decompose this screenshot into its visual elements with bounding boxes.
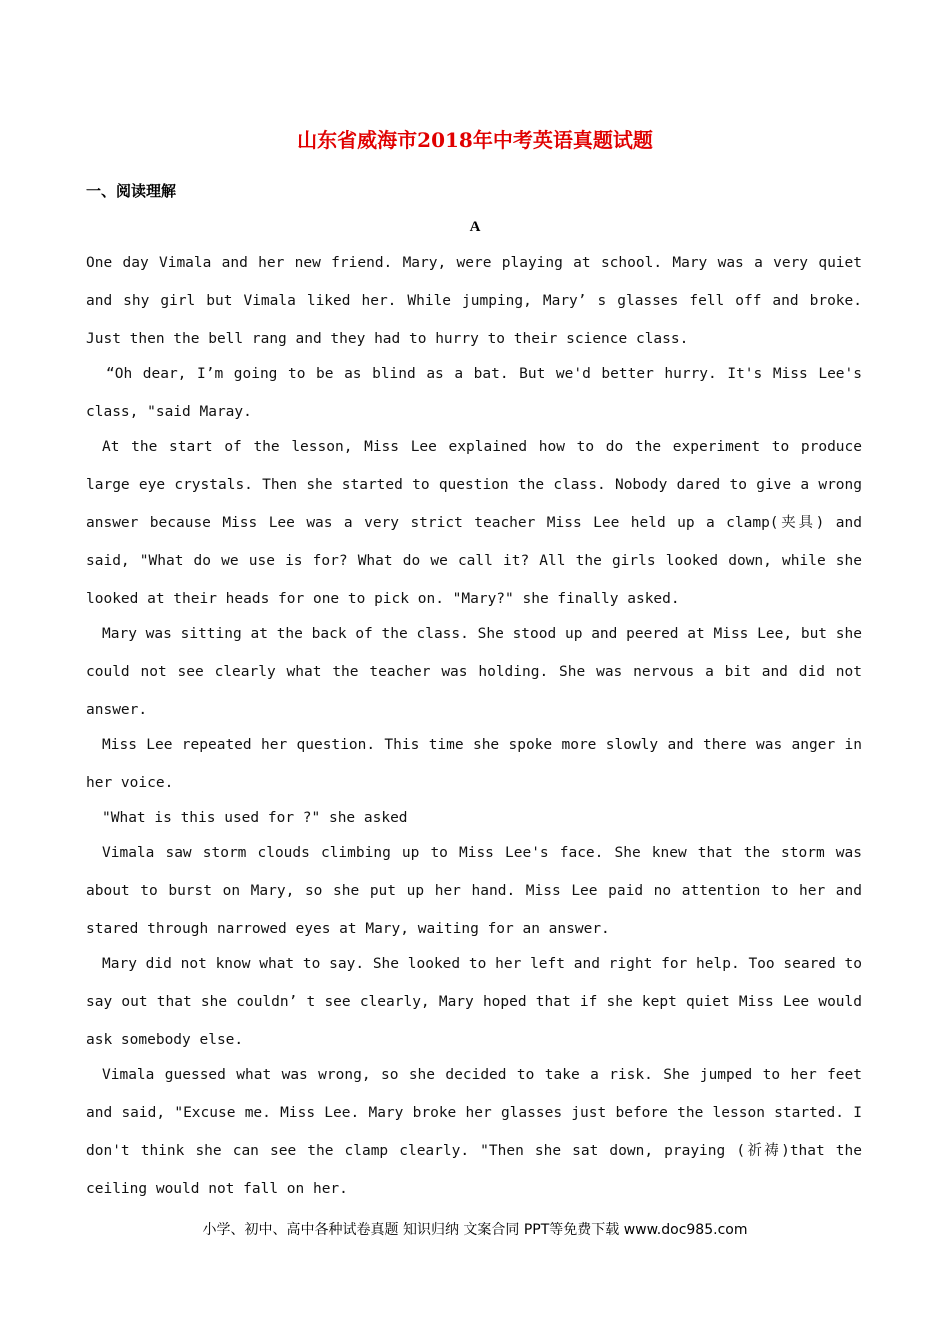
- page-footer: 小学、初中、高中各种试卷真题 知识归纳 文案合同 PPT等免费下载 www.doc985.com: [202, 1222, 748, 1238]
- paragraph-5: Miss Lee repeated her question. This time she spoke more slowly and there was anger in her voice.: [86, 737, 862, 791]
- document-title: 山东省威海市2018年中考英语真题试题: [297, 128, 653, 152]
- passage-label: A: [469, 219, 481, 235]
- paragraph-4: Mary was sitting at the back of the class. She stood up and peered at Miss Lee, but she could not see clearly what the teacher was holding. She was nervous a bit and did not answer.: [86, 626, 862, 718]
- section-heading: 一、阅读理解: [86, 182, 177, 200]
- paragraph-9: Vimala guessed what was wrong, so she decided to take a risk. She jumped to her feet and said, "Excuse me. Miss Lee. Mary broke her glasses just before the lesson started. I don't think she can see the clamp clearly. "Then she sat down, praying (祈祷)that the ceiling would not fall on her.: [86, 1067, 862, 1197]
- passage-body: [86, 244, 862, 1205]
- paragraph-2: “Oh dear, I’m going to be as blind as a bat. But we'd better hurry. It's Miss Lee's class, "said Maray.: [86, 366, 862, 420]
- paragraph-7: Vimala saw storm clouds climbing up to Miss Lee's face. She knew that the storm was about to burst on Mary, so she put up her hand. Miss Lee paid no attention to her and stared through narrowed eyes at Mary, waiting for an answer.: [86, 845, 862, 937]
- paragraph-6: "What is this used for ?" she asked: [102, 810, 408, 826]
- paragraph-1: One day Vimala and her new friend. Mary, were playing at school. Mary was a very quiet and shy girl but Vimala liked her. While jumping, Mary’ s glasses fell off and broke. Just then the bell rang and they had to hurry to their science class.: [86, 255, 862, 347]
- paragraph-3: At the start of the lesson, Miss Lee explained how to do the experiment to produce large eye crystals. Then she started to question the class. Nobody dared to give a wrong answer because Miss Lee was a very strict teacher Miss Lee held up a clamp(夹具) and said, "What do we use is for? What do we call it? All the girls looked down, while she looked at their heads for one to pick on. "Mary?" she finally asked.: [86, 439, 862, 607]
- paragraph-8: Mary did not know what to say. She looked to her left and right for help. Too seared to say out that she couldn’ t see clearly, Mary hoped that if she kept quiet Miss Lee would ask somebody else.: [86, 956, 862, 1048]
